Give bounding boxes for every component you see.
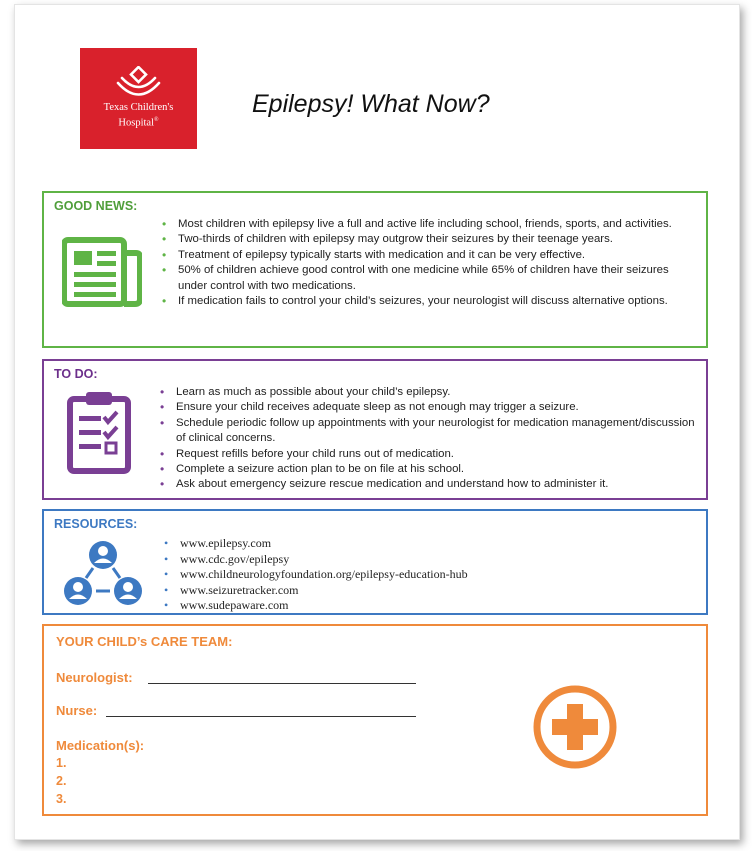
list-item: • Schedule periodic follow up appointments with your neurologist for medication management/discussion of clinical concerns. bbox=[160, 416, 700, 447]
good-news-heading: GOOD NEWS: bbox=[54, 199, 138, 213]
newspaper-icon bbox=[62, 237, 142, 307]
medication-number: 2. bbox=[56, 774, 67, 788]
list-item: • Ask about emergency seizure rescue medication and understand how to administer it. bbox=[160, 477, 700, 492]
resource-link[interactable]: • www.childneurologyfoundation.org/epilepsy-education-hub bbox=[164, 567, 664, 583]
list-item: • Learn as much as possible about your child’s epilepsy. bbox=[160, 385, 700, 400]
nurse-label: Nurse: bbox=[56, 703, 98, 718]
nurse-field[interactable] bbox=[106, 716, 416, 717]
to-do-section bbox=[42, 359, 708, 500]
clipboard-checklist-icon bbox=[66, 389, 132, 475]
resource-link[interactable]: • www.sudepaware.com bbox=[164, 598, 664, 614]
logo-line-1: Texas Children's bbox=[103, 102, 174, 113]
neurologist-label: Neurologist: bbox=[56, 670, 133, 685]
logo-line-2: Hospital bbox=[118, 117, 155, 129]
medications-label: Medication(s): bbox=[56, 738, 145, 753]
list-item: • Ensure your child receives adequate sleep as not enough may trigger a seizure. bbox=[160, 400, 700, 415]
people-network-icon bbox=[62, 539, 144, 607]
hospital-emblem-icon bbox=[116, 66, 161, 98]
resources-list bbox=[164, 536, 664, 614]
to-do-heading: TO DO: bbox=[54, 367, 98, 381]
list-item: • 50% of children achieve good control with one medicine while 65% of children have their seizures under control with two medications. bbox=[162, 263, 694, 294]
resource-link[interactable]: • www.seizuretracker.com bbox=[164, 583, 664, 599]
to-do-list bbox=[160, 385, 700, 493]
list-item: • Two-thirds of children with epilepsy may outgrow their seizures by their teenage years. bbox=[162, 232, 694, 247]
resources-heading: RESOURCES: bbox=[54, 517, 138, 531]
list-item: • Treatment of epilepsy typically starts with medication and it can be very effective. bbox=[162, 248, 694, 263]
hospital-logo bbox=[80, 48, 197, 149]
list-item: • If medication fails to control your child’s seizures, your neurologist will discuss alternative options. bbox=[162, 294, 694, 309]
list-item: • Request refills before your child runs out of medication. bbox=[160, 447, 700, 462]
medication-number: 1. bbox=[56, 756, 67, 770]
logo-wordmark bbox=[80, 102, 197, 130]
medication-number: 3. bbox=[56, 792, 67, 806]
resource-link[interactable]: • www.cdc.gov/epilepsy bbox=[164, 552, 664, 568]
medical-cross-icon bbox=[532, 684, 618, 770]
resources-section bbox=[42, 509, 708, 615]
logo-trademark: ® bbox=[154, 117, 159, 123]
page-title: Epilepsy! What Now? bbox=[252, 90, 490, 118]
good-news-list bbox=[162, 217, 694, 309]
good-news-section bbox=[42, 191, 708, 348]
neurologist-field[interactable] bbox=[148, 683, 416, 684]
list-item: • Complete a seizure action plan to be on file at his school. bbox=[160, 462, 700, 477]
list-item: • Most children with epilepsy live a full and active life including school, friends, sports, and activities. bbox=[162, 217, 694, 232]
resource-link[interactable]: • www.epilepsy.com bbox=[164, 536, 664, 552]
care-team-heading: YOUR CHILD’s CARE TEAM: bbox=[56, 634, 233, 649]
care-team-section bbox=[42, 624, 708, 816]
